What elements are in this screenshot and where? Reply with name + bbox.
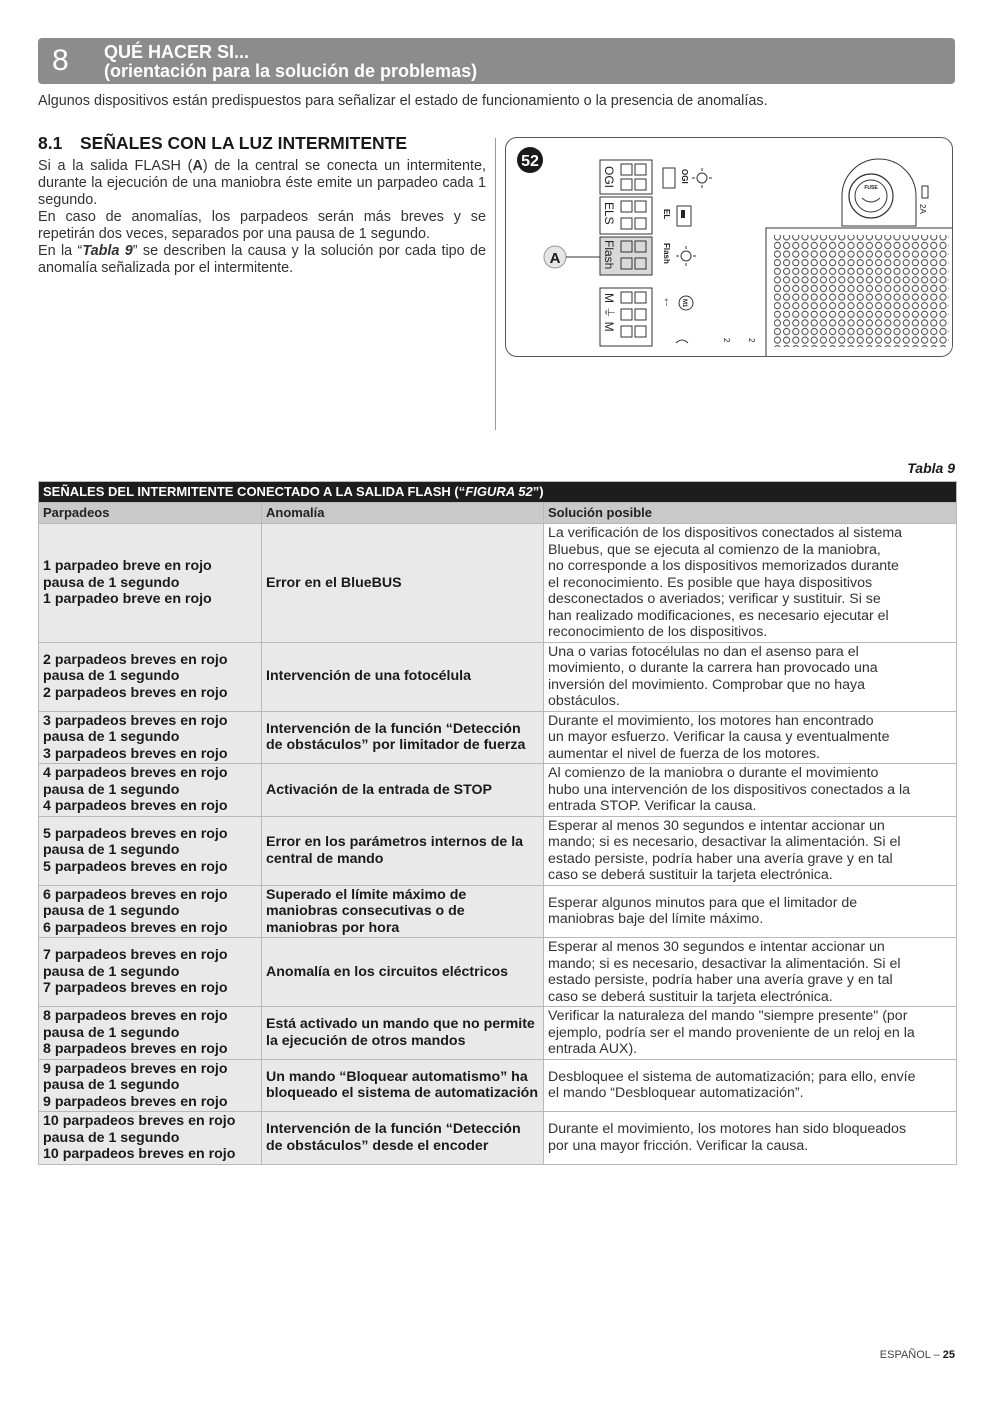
- chapter-header: [38, 38, 955, 84]
- blink-pattern-line: pausa de 1 segundo: [43, 781, 180, 798]
- anomaly-cell: Anomalía en los circuitos eléctricos: [262, 938, 544, 1007]
- svg-text:FUSE: FUSE: [864, 185, 878, 191]
- blink-pattern-line: 2 parpadeos breves en rojo: [43, 684, 228, 701]
- blink-pattern-line: 4 parpadeos breves en rojo: [43, 765, 228, 781]
- table-row: [39, 1112, 957, 1165]
- blink-pattern-cell: [39, 1007, 262, 1060]
- anomaly-cell: Superado el límite máximo de maniobras consecutivas o de maniobras por hora: [262, 885, 544, 938]
- column-header-anomaly: Anomalía: [262, 503, 544, 524]
- solution-line: Bluebus, que se ejecuta al comienzo de la maniobra,: [548, 541, 881, 558]
- solution-line: caso se deberá sustituir la tarjeta electrónica.: [548, 867, 833, 883]
- blink-pattern-cell: [39, 1112, 262, 1165]
- column-header-solution: Solución posible: [544, 503, 957, 524]
- blink-pattern-line: 5 parpadeos breves en rojo: [43, 825, 228, 842]
- callout-a: [544, 246, 602, 268]
- solution-cell: [544, 1007, 957, 1060]
- svg-text:Flash: Flash: [602, 240, 616, 270]
- solution-cell: [544, 642, 957, 711]
- blink-pattern-cell: [39, 642, 262, 711]
- flash-lamp-icon: [676, 246, 696, 266]
- solution-line: Una o varias fotocélulas no dan el asenso para el: [548, 643, 859, 660]
- solution-cell: [544, 938, 957, 1007]
- blink-pattern-line: 8 parpadeos breves en rojo: [43, 1041, 228, 1057]
- section-number: 8.1: [38, 133, 63, 153]
- solution-line: hubo una intervención de los dispositivos conectados a la: [548, 781, 911, 798]
- blink-pattern-line: 3 parpadeos breves en rojo: [43, 745, 228, 762]
- anomaly-cell: Intervención de una fotocélula: [262, 642, 544, 711]
- solution-cell: [544, 1059, 957, 1112]
- blink-pattern-line: 2 parpadeos breves en rojo: [43, 651, 228, 668]
- anomaly-cell: Activación de la entrada de STOP: [262, 764, 544, 817]
- solution-cell: [544, 816, 957, 885]
- blink-pattern-line: 4 parpadeos breves en rojo: [43, 798, 228, 814]
- solution-line: obstáculos.: [548, 693, 620, 709]
- svg-text:ELS: ELS: [602, 202, 616, 225]
- svg-text:2: 2: [747, 338, 756, 343]
- blink-pattern-line: 7 parpadeos breves en rojo: [43, 980, 228, 997]
- blink-pattern-line: pausa de 1 segundo: [43, 1077, 180, 1093]
- svg-text:2A: 2A: [918, 204, 927, 214]
- section-paragraph-2: En caso de anomalías, los parpadeos serán más breves y se repetirán dos veces, separados por una pausa de 1 segundo.: [38, 209, 486, 242]
- blink-pattern-line: pausa de 1 segundo: [43, 729, 180, 745]
- fuse-holder: [842, 159, 928, 226]
- solution-line: Durante el movimiento, los motores han sido bloqueados: [548, 1121, 907, 1138]
- solution-cell: [544, 885, 957, 938]
- solution-line: aumentar el nivel de fuerza de los motores.: [548, 745, 821, 762]
- lamp-icon: [692, 168, 712, 188]
- solution-line: mando; si es necesario, desactivar la alimentación. Si el: [548, 834, 901, 850]
- solution-line: maniobras baje del límite máximo.: [548, 911, 764, 928]
- intro-paragraph: Algunos dispositivos están predispuestos para señalizar el estado de funcionamiento o la presencia de anomalías.: [38, 93, 768, 109]
- blink-pattern-line: 1 parpadeo breve en rojo: [43, 558, 212, 574]
- table-row: [39, 1059, 957, 1112]
- anomaly-cell: Un mando “Bloquear automatismo” ha bloqueado el sistema de automatización: [262, 1059, 544, 1112]
- blink-pattern-line: 9 parpadeos breves en rojo: [43, 1060, 228, 1077]
- table-row: [39, 764, 957, 817]
- solution-cell: [544, 524, 957, 643]
- table-row: [39, 816, 957, 885]
- svg-text:A: A: [549, 250, 561, 267]
- faults-table: [38, 481, 957, 1165]
- section-title: [38, 133, 407, 154]
- solution-cell: [544, 764, 957, 817]
- table-caption: Tabla 9: [907, 460, 955, 476]
- table-row: [39, 885, 957, 938]
- solution-line: Esperar al menos 30 segundos e intentar accionar un: [548, 817, 885, 834]
- svg-text:+~: +~: [662, 298, 669, 307]
- table-title: SEÑALES DEL INTERMITENTE CONECTADO A LA SALIDA FLASH (“FIGURA 52”): [39, 482, 957, 503]
- chapter-title-line2: (orientación para la solución de problemas): [104, 61, 478, 81]
- solution-line: estado persiste, podría haber una avería grave y en tal: [548, 972, 893, 988]
- solution-line: han realizado modificaciones, es necesario ejecutar el: [548, 607, 889, 624]
- solution-line: movimiento, o durante la carrera han provocado una: [548, 660, 878, 676]
- svg-text:2: 2: [722, 338, 731, 343]
- solution-line: no corresponde a los dispositivos memorizados durante: [548, 558, 899, 574]
- blink-pattern-line: 6 parpadeos breves en rojo: [43, 919, 228, 936]
- svg-text:OGI: OGI: [602, 166, 616, 189]
- column-header-blinks: Parpadeos: [39, 503, 262, 524]
- anomaly-cell: Está activado un mando que no permite la ejecución de otros mandos: [262, 1007, 544, 1060]
- chapter-title-line1: QUÉ HACER SI...: [104, 42, 250, 62]
- blink-pattern-line: pausa de 1 segundo: [43, 903, 180, 919]
- anomaly-cell: Intervención de la función “Detección de obstáculos” desde el encoder: [262, 1112, 544, 1165]
- table-title-row: [39, 482, 957, 503]
- blink-pattern-line: pausa de 1 segundo: [43, 1129, 180, 1146]
- svg-text:52: 52: [521, 153, 539, 170]
- section-title-text: SEÑALES CON LA LUZ INTERMITENTE: [80, 133, 407, 153]
- blink-pattern-cell: [39, 816, 262, 885]
- section-paragraph-3: En la “Tabla 9” se describen la causa y la solución por cada tipo de anomalía señalizada por el intermitente.: [38, 243, 487, 276]
- solution-line: mando; si es necesario, desactivar la alimentación. Si el: [548, 955, 901, 972]
- blink-pattern-cell: [39, 938, 262, 1007]
- solution-line: ejemplo, podría ser el mando proveniente de un reloj en la: [548, 1024, 915, 1041]
- solution-line: caso se deberá sustituir la tarjeta electrónica.: [548, 988, 833, 1005]
- table-row: [39, 938, 957, 1007]
- solution-line: Verificar la naturaleza del mando "siempre presente" (por: [548, 1008, 908, 1024]
- blink-pattern-line: 7 parpadeos breves en rojo: [43, 947, 228, 964]
- blink-pattern-cell: [39, 1059, 262, 1112]
- blink-pattern-line: 5 parpadeos breves en rojo: [43, 858, 228, 875]
- blink-pattern-line: pausa de 1 segundo: [43, 574, 180, 591]
- solution-line: estado persiste, podría haber una avería grave y en tal: [548, 850, 893, 867]
- figure-52: [505, 137, 953, 357]
- solution-line: reconocimiento de los dispositivos.: [548, 624, 768, 640]
- table-header-row: [39, 503, 957, 524]
- solution-line: el mando “Desbloquear automatización”.: [548, 1085, 804, 1102]
- blink-pattern-cell: [39, 524, 262, 643]
- solution-line: inversión del movimiento. Comprobar que no haya: [548, 676, 866, 693]
- svg-text:M1: M1: [681, 299, 687, 308]
- section-body: [38, 158, 486, 277]
- blink-pattern-line: 8 parpadeos breves en rojo: [43, 1008, 228, 1024]
- control-board-diagram: [506, 138, 953, 357]
- anomaly-cell: Error en el BlueBUS: [262, 524, 544, 643]
- blink-pattern-cell: [39, 711, 262, 764]
- footer-language: ESPAÑOL –: [879, 1349, 943, 1361]
- solution-line: Esperar al menos 30 segundos e intentar accionar un: [548, 939, 885, 955]
- blink-pattern-line: 9 parpadeos breves en rojo: [43, 1093, 228, 1110]
- blink-pattern-line: 3 parpadeos breves en rojo: [43, 712, 228, 729]
- solution-line: el reconocimiento. Es posible que haya dispositivos: [548, 574, 873, 591]
- table-row: [39, 524, 957, 643]
- svg-text:EL: EL: [662, 209, 671, 220]
- svg-text:M ⏚ M: M ⏚ M: [602, 293, 616, 332]
- table-row: [39, 711, 957, 764]
- blink-pattern-line: 10 parpadeos breves en rojo: [43, 1113, 236, 1129]
- page-footer: [880, 1349, 955, 1361]
- solution-line: Esperar algunos minutos para que el limitador de: [548, 894, 858, 911]
- solution-line: un mayor esfuerzo. Verificar la causa y eventualmente: [548, 729, 890, 745]
- blink-pattern-line: pausa de 1 segundo: [43, 668, 180, 685]
- perforated-grid: [766, 228, 953, 357]
- blink-pattern-line: 6 parpadeos breves en rojo: [43, 886, 228, 903]
- blink-pattern-line: 1 parpadeo breve en rojo: [43, 591, 212, 607]
- solution-cell: [544, 1112, 957, 1165]
- svg-text:OGI: OGI: [680, 169, 689, 184]
- solution-line: entrada AUX).: [548, 1041, 638, 1057]
- solution-line: entrada STOP. Verificar la causa.: [548, 798, 757, 814]
- table-row: [39, 642, 957, 711]
- anomaly-cell: Intervención de la función “Detección de obstáculos” por limitador de fuerza: [262, 711, 544, 764]
- figure-number-badge: [517, 147, 543, 173]
- solution-line: Durante el movimiento, los motores han encontrado: [548, 712, 874, 729]
- table-row: [39, 1007, 957, 1060]
- solution-line: desconectados o averiados; verificar y sustituir. Si se: [548, 591, 881, 607]
- terminal-blocks: [600, 160, 652, 346]
- blink-pattern-line: 10 parpadeos breves en rojo: [43, 1146, 236, 1162]
- motor-icon: [679, 296, 693, 310]
- blink-pattern-cell: [39, 885, 262, 938]
- solution-line: La verificación de los dispositivos conectados al sistema: [548, 525, 903, 541]
- solution-line: por una mayor fricción. Verificar la causa.: [548, 1137, 809, 1154]
- chapter-number: 8: [52, 44, 69, 77]
- solution-line: Al comienzo de la maniobra o durante el movimiento: [548, 765, 879, 781]
- blink-pattern-line: pausa de 1 segundo: [43, 963, 180, 980]
- solution-line: Desbloquee el sistema de automatización; para ello, envíe: [548, 1068, 916, 1085]
- anomaly-cell: Error en los parámetros internos de la central de mando: [262, 816, 544, 885]
- page-number: 25: [942, 1349, 955, 1361]
- blink-pattern-line: pausa de 1 segundo: [43, 842, 180, 859]
- solution-cell: [544, 711, 957, 764]
- blink-pattern-cell: [39, 764, 262, 817]
- section-paragraph-1: Si a la salida FLASH (A) de la central se conecta un intermitente, durante la ejecución de una maniobra éste emite un parpadeo cada 1 segundo.: [38, 158, 486, 208]
- blink-pattern-line: pausa de 1 segundo: [43, 1024, 180, 1041]
- column-divider: [495, 138, 496, 430]
- svg-text:Flash: Flash: [662, 243, 671, 264]
- connection-symbols: [662, 168, 756, 343]
